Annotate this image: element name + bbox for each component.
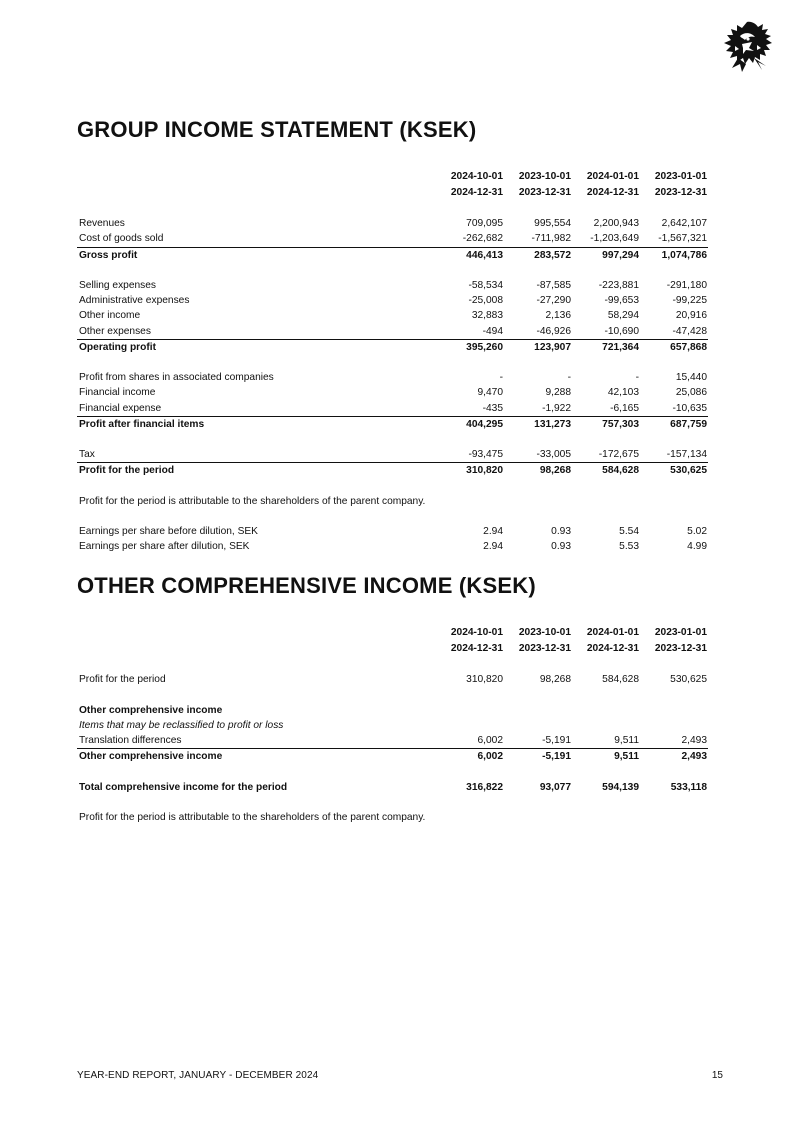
row-value: 98,268 bbox=[539, 674, 571, 686]
row-label: Other expenses bbox=[79, 325, 151, 337]
income-statement-table bbox=[77, 168, 708, 554]
row-value bbox=[640, 703, 708, 718]
row-label: Other income bbox=[79, 310, 141, 322]
spacer-cell bbox=[77, 432, 708, 447]
row-value: -157,134 bbox=[666, 449, 707, 461]
period-to-date: 2023-12-31 bbox=[654, 187, 707, 199]
spacer-cell bbox=[77, 355, 708, 370]
row-value: 1,074,786 bbox=[640, 247, 708, 263]
row-value: 594,139 bbox=[602, 781, 639, 793]
row-label: Profit after financial items bbox=[77, 416, 436, 432]
period-from-date: 2023-10-01 bbox=[518, 626, 571, 638]
row-value: 9,511 bbox=[572, 749, 640, 765]
row-value: 533,118 bbox=[670, 781, 707, 793]
row-value: 93,077 bbox=[539, 781, 571, 793]
row-value: 4.99 bbox=[687, 541, 707, 553]
page-number: 15 bbox=[711, 1070, 723, 1081]
row-value: 657,868 bbox=[640, 339, 708, 355]
row-value: 98,268 bbox=[504, 463, 572, 479]
row-value: -47,428 bbox=[672, 325, 707, 337]
table-row bbox=[77, 231, 708, 247]
row-value: 404,295 bbox=[436, 416, 504, 432]
note-text: Profit for the period is attributable to the shareholders of the parent company. bbox=[79, 495, 426, 507]
row-label: Earnings per share after dilution, SEK bbox=[79, 541, 250, 553]
row-label: Translation differences bbox=[79, 735, 182, 747]
row-label: Other comprehensive income bbox=[77, 749, 436, 765]
row-value: 446,413 bbox=[436, 247, 504, 263]
row-value: 530,625 bbox=[670, 674, 707, 686]
row-value bbox=[640, 718, 708, 733]
table-row bbox=[77, 278, 708, 293]
spacer-row bbox=[77, 687, 708, 702]
row-value: 395,260 bbox=[436, 339, 504, 355]
period-from-date: 2024-10-01 bbox=[450, 626, 503, 638]
row-value: -223,881 bbox=[598, 280, 639, 292]
spacer-cell bbox=[77, 764, 708, 779]
period-from-date: 2024-01-01 bbox=[586, 626, 639, 638]
period-header-row-from bbox=[77, 624, 708, 641]
row-value: -58,534 bbox=[468, 280, 503, 292]
spacer-row bbox=[77, 509, 708, 524]
dragon-logo-icon bbox=[718, 18, 776, 74]
spacer-cell bbox=[77, 795, 708, 810]
row-label: Profit from shares in associated companies bbox=[79, 372, 274, 384]
table-row bbox=[77, 524, 708, 539]
period-from-date: 2023-01-01 bbox=[654, 626, 707, 638]
period-to-date: 2023-12-31 bbox=[654, 643, 707, 655]
table-row bbox=[77, 703, 708, 718]
row-value: -494 bbox=[482, 325, 503, 337]
spacer-cell bbox=[77, 657, 708, 672]
row-label: Earnings per share before dilution, SEK bbox=[79, 526, 258, 538]
row-label: Total comprehensive income for the period bbox=[79, 781, 288, 793]
period-from-date: 2024-10-01 bbox=[450, 170, 503, 182]
row-value: 584,628 bbox=[602, 674, 639, 686]
row-value: 6,002 bbox=[477, 735, 503, 747]
row-value bbox=[436, 703, 504, 718]
row-value: 2.94 bbox=[483, 526, 503, 538]
spacer-cell bbox=[77, 263, 708, 278]
row-value: -5,191 bbox=[542, 735, 571, 747]
spacer-cell bbox=[77, 509, 708, 524]
row-value: 584,628 bbox=[572, 463, 640, 479]
row-label: Items that may be reclassified to profit or loss bbox=[79, 719, 284, 731]
table-row bbox=[77, 400, 708, 416]
row-value: 123,907 bbox=[504, 339, 572, 355]
row-value: 5.54 bbox=[619, 526, 639, 538]
row-value: -33,005 bbox=[536, 449, 571, 461]
period-from-date: 2024-01-01 bbox=[586, 170, 639, 182]
table-row bbox=[77, 308, 708, 323]
spacer-row bbox=[77, 432, 708, 447]
period-to-date: 2024-12-31 bbox=[450, 187, 503, 199]
row-value: 5.02 bbox=[687, 526, 707, 538]
row-value: -172,675 bbox=[598, 449, 639, 461]
row-value: 995,554 bbox=[534, 218, 571, 230]
row-value: 2,493 bbox=[640, 749, 708, 765]
row-value: -1,567,321 bbox=[658, 233, 707, 245]
row-value: 0.93 bbox=[551, 526, 571, 538]
table-row bbox=[77, 370, 708, 385]
row-label: Operating profit bbox=[77, 339, 436, 355]
table-row bbox=[77, 733, 708, 749]
spacer-row bbox=[77, 478, 708, 493]
row-value: -6,165 bbox=[610, 402, 639, 414]
row-value: 20,916 bbox=[675, 310, 707, 322]
table-row bbox=[77, 672, 708, 687]
row-label: Selling expenses bbox=[79, 280, 157, 292]
row-value: -435 bbox=[482, 402, 503, 414]
table-row bbox=[77, 749, 708, 765]
table-row bbox=[77, 339, 708, 355]
spacer-row bbox=[77, 795, 708, 810]
row-value bbox=[436, 718, 504, 733]
header-blank bbox=[77, 624, 436, 641]
row-value: -93,475 bbox=[468, 449, 503, 461]
row-label: Revenues bbox=[79, 218, 125, 230]
spacer-cell bbox=[77, 201, 708, 216]
row-value: 9,511 bbox=[614, 735, 639, 747]
row-value: 283,572 bbox=[504, 247, 572, 263]
header-blank bbox=[77, 641, 436, 658]
period-from-date: 2023-01-01 bbox=[654, 170, 707, 182]
table-row bbox=[77, 247, 708, 263]
period-header-row-from bbox=[77, 168, 708, 185]
row-value: -291,180 bbox=[666, 280, 707, 292]
row-value: 709,095 bbox=[466, 218, 503, 230]
header-blank bbox=[77, 168, 436, 185]
spacer-row bbox=[77, 764, 708, 779]
row-value: 2,642,107 bbox=[661, 218, 707, 230]
row-value: 9,470 bbox=[477, 387, 503, 399]
row-value: 2.94 bbox=[483, 541, 503, 553]
footer-report-title: YEAR-END REPORT, JANUARY - DECEMBER 2024 bbox=[77, 1070, 319, 1081]
row-value bbox=[504, 703, 572, 718]
row-value: -87,585 bbox=[536, 280, 571, 292]
period-to-date: 2024-12-31 bbox=[586, 187, 639, 199]
row-value: 6,002 bbox=[436, 749, 504, 765]
row-value: -5,191 bbox=[504, 749, 572, 765]
header-blank bbox=[77, 185, 436, 202]
row-value: 25,086 bbox=[675, 387, 707, 399]
row-value: 997,294 bbox=[572, 247, 640, 263]
row-value: - bbox=[635, 372, 639, 384]
row-value: 757,303 bbox=[572, 416, 640, 432]
row-value: 310,820 bbox=[436, 463, 504, 479]
row-value: 310,820 bbox=[466, 674, 503, 686]
row-value: -46,926 bbox=[536, 325, 571, 337]
row-label: Administrative expenses bbox=[79, 295, 190, 307]
row-label: Financial income bbox=[79, 387, 156, 399]
row-value: 9,288 bbox=[545, 387, 571, 399]
row-value bbox=[504, 718, 572, 733]
table-row bbox=[77, 463, 708, 479]
table-row bbox=[77, 324, 708, 340]
row-value: 58,294 bbox=[607, 310, 639, 322]
row-value: 2,200,943 bbox=[593, 218, 639, 230]
row-value: 131,273 bbox=[504, 416, 572, 432]
row-value: -99,225 bbox=[672, 295, 707, 307]
spacer-row bbox=[77, 201, 708, 216]
row-value: 42,103 bbox=[607, 387, 639, 399]
note-row bbox=[77, 494, 708, 509]
row-value: 687,759 bbox=[640, 416, 708, 432]
row-value: -10,690 bbox=[604, 325, 639, 337]
row-label: Profit for the period bbox=[77, 463, 436, 479]
row-value: 32,883 bbox=[471, 310, 503, 322]
row-value: - bbox=[567, 372, 571, 384]
row-label: Gross profit bbox=[77, 247, 436, 263]
table-row bbox=[77, 539, 708, 554]
row-value: 530,625 bbox=[640, 463, 708, 479]
row-label: Financial expense bbox=[79, 402, 162, 414]
row-value: 2,493 bbox=[681, 735, 707, 747]
row-value: 721,364 bbox=[572, 339, 640, 355]
period-to-date: 2023-12-31 bbox=[518, 187, 571, 199]
row-value: -10,635 bbox=[672, 402, 707, 414]
table-row bbox=[77, 216, 708, 231]
table-row bbox=[77, 780, 708, 795]
row-value bbox=[572, 703, 640, 718]
row-value: -1,922 bbox=[542, 402, 571, 414]
table-row bbox=[77, 293, 708, 308]
period-header-row-to bbox=[77, 185, 708, 202]
row-value: -262,682 bbox=[462, 233, 503, 245]
row-value: -711,982 bbox=[531, 233, 571, 245]
table-row bbox=[77, 385, 708, 400]
spacer-row bbox=[77, 263, 708, 278]
period-to-date: 2023-12-31 bbox=[518, 643, 571, 655]
row-value: 15,440 bbox=[675, 372, 707, 384]
row-value: - bbox=[499, 372, 503, 384]
period-header-row-to bbox=[77, 641, 708, 658]
row-value: -99,653 bbox=[604, 295, 639, 307]
note-row bbox=[77, 810, 708, 825]
row-value: -1,203,649 bbox=[590, 233, 639, 245]
row-label: Profit for the period bbox=[79, 674, 166, 686]
oci-title: OTHER COMPREHENSIVE INCOME (KSEK) bbox=[77, 573, 536, 598]
row-value: 5.53 bbox=[619, 541, 639, 553]
spacer-cell bbox=[77, 687, 708, 702]
spacer-row bbox=[77, 355, 708, 370]
row-label: Cost of goods sold bbox=[79, 233, 164, 245]
row-value: 0.93 bbox=[551, 541, 571, 553]
oci-table bbox=[77, 624, 708, 825]
period-to-date: 2024-12-31 bbox=[450, 643, 503, 655]
row-value bbox=[572, 718, 640, 733]
note-text: Profit for the period is attributable to the shareholders of the parent company. bbox=[79, 811, 426, 823]
row-label: Tax bbox=[79, 449, 95, 461]
table-row bbox=[77, 718, 708, 733]
spacer-cell bbox=[77, 478, 708, 493]
row-value: -25,008 bbox=[468, 295, 503, 307]
table-row bbox=[77, 447, 708, 463]
period-from-date: 2023-10-01 bbox=[518, 170, 571, 182]
table-row bbox=[77, 416, 708, 432]
row-value: -27,290 bbox=[536, 295, 571, 307]
row-value: 316,822 bbox=[466, 781, 503, 793]
period-to-date: 2024-12-31 bbox=[586, 643, 639, 655]
income-statement-title: GROUP INCOME STATEMENT (KSEK) bbox=[77, 117, 477, 142]
row-value: 2,136 bbox=[545, 310, 571, 322]
row-label: Other comprehensive income bbox=[79, 704, 223, 716]
spacer-row bbox=[77, 657, 708, 672]
